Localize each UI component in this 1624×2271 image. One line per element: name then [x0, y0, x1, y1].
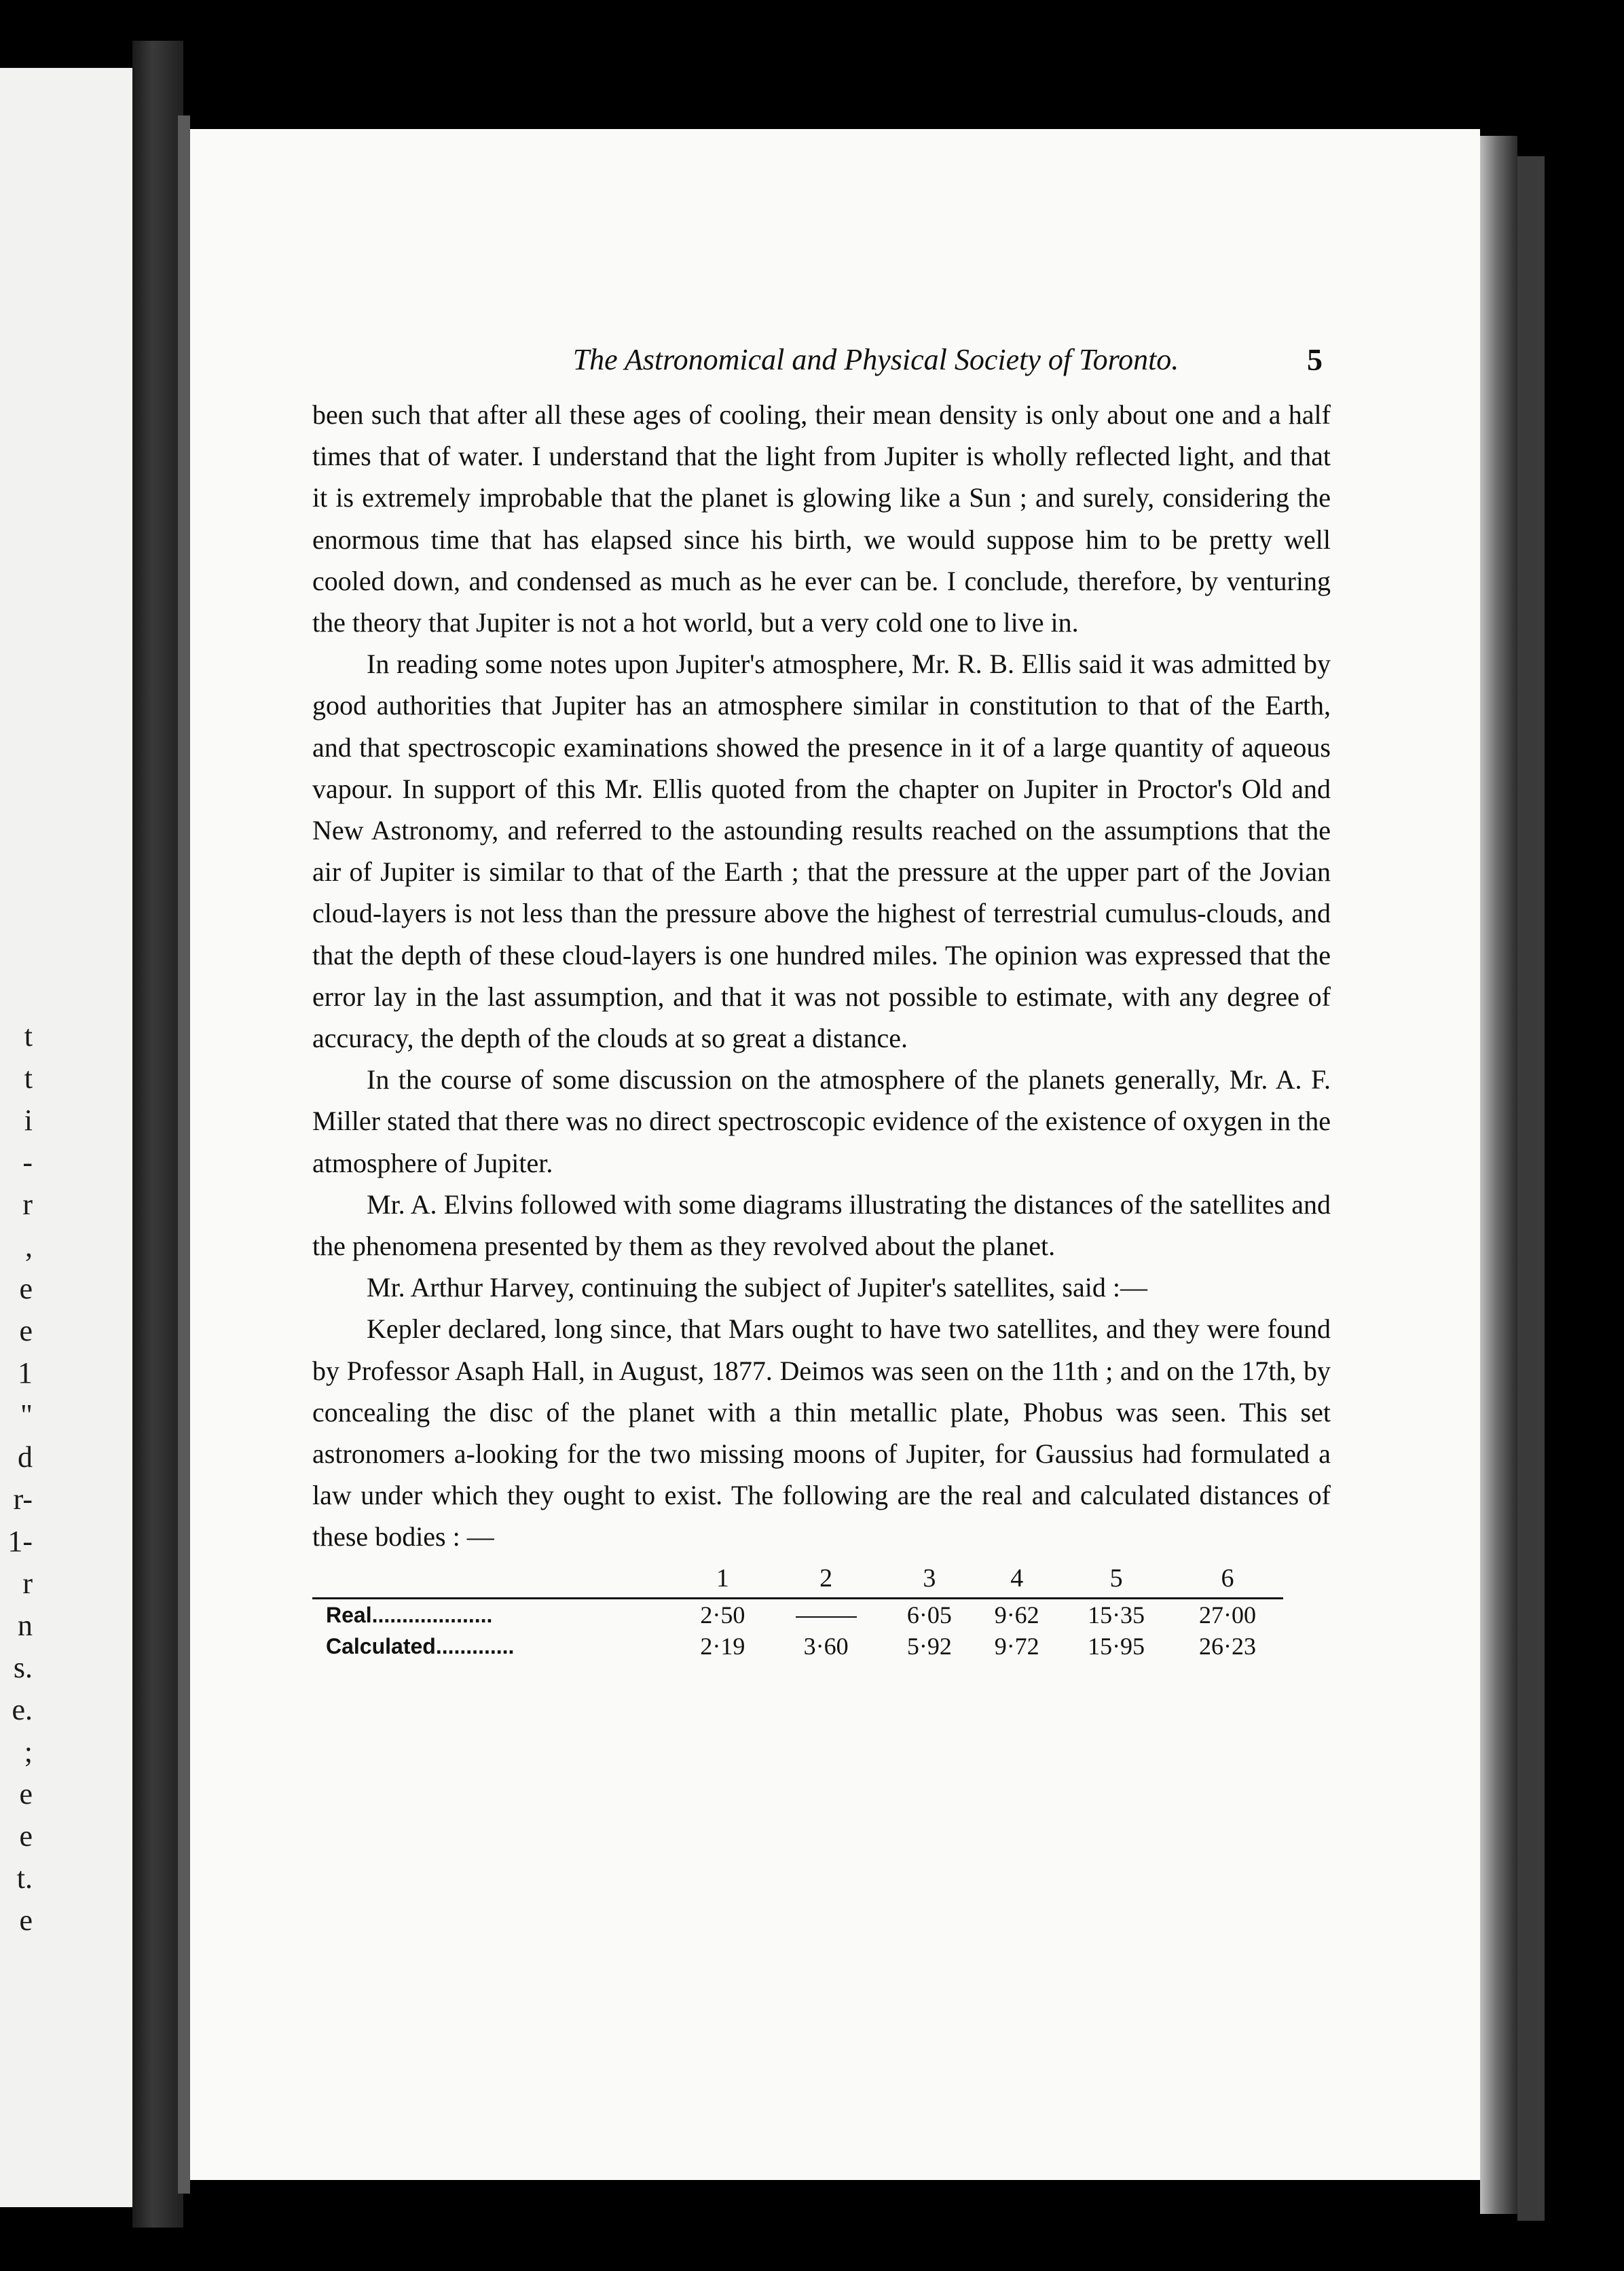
page-number: 5: [1307, 342, 1323, 377]
previous-page-letter: s.: [13, 1651, 33, 1684]
distance-table: [312, 1562, 1283, 1662]
table-cell: 2·50: [679, 1598, 767, 1631]
blank-dash: [796, 1616, 857, 1618]
page-content: [312, 326, 1331, 1662]
table-cell: 3·60: [803, 1632, 849, 1660]
row-label: Real....................: [312, 1598, 679, 1631]
table-cell: 6·05: [885, 1598, 973, 1631]
previous-page-letter: ,: [25, 1230, 33, 1263]
table-cell: 15·95: [1088, 1632, 1145, 1660]
previous-page-letter: t: [24, 1019, 33, 1053]
previous-page-letter: r: [22, 1188, 33, 1221]
running-head: [312, 326, 1331, 394]
table-cell: 5·92: [906, 1632, 952, 1660]
previous-page-letter: e: [19, 1272, 33, 1305]
row-label: Calculated.............: [326, 1633, 515, 1658]
column-header: 5: [1109, 1563, 1123, 1593]
table-cell: 26·23: [1199, 1632, 1257, 1660]
column-header: 6: [1221, 1563, 1234, 1593]
previous-page-letter: e: [19, 1819, 33, 1853]
table-row-calculated: [312, 1631, 1283, 1662]
paragraph-kepler: Kepler declared, long since, that Mars ought to have two satellites, and they were found by Professor Asaph Hall, in August, 1877. Deimos was seen on the 11th ; and on the 17th, by concealing the disc of the planet with a thin metallic plate, Phobus was seen. This set astronomers a-looking for the two missing moons of Jupiter, for Gaussius had formulated a law under which they ought to exist. The following are the real and calculated distances of these bodies : —: [312, 1313, 1331, 1552]
previous-page-letter: r-: [13, 1483, 33, 1516]
table-cell: 15·35: [1060, 1598, 1172, 1631]
previous-page-letter: t: [24, 1061, 33, 1095]
previous-page-letter: e: [19, 1314, 33, 1347]
paragraph-elvins: Mr. A. Elvins followed with some diagrams illustrating the distances of the satellites and the phenomena presented by them as they revolved about the planet.: [312, 1188, 1331, 1262]
previous-page-letter: r: [22, 1567, 33, 1600]
previous-page-letter: 1-: [7, 1525, 33, 1558]
dot-leader: ....................: [371, 1602, 493, 1627]
page-edge-shadow: [1480, 136, 1517, 2214]
column-header: 2: [819, 1563, 833, 1593]
book-page: [190, 129, 1480, 2180]
table-cell: 9·62: [973, 1598, 1060, 1631]
previous-page-letter: ": [20, 1398, 33, 1432]
book-gutter: [132, 41, 183, 2228]
table-cell: 9·72: [994, 1632, 1039, 1660]
column-header: 3: [923, 1563, 936, 1593]
previous-page-letter: -: [22, 1146, 33, 1179]
dot-leader: .............: [435, 1633, 515, 1658]
paragraph-miller: In the course of some discussion on the atmosphere of the planets generally, Mr. A. F. Miller stated that there was no direct spectroscopic evidence of the existence of oxygen in the atmosphere of Jupiter.: [312, 1064, 1331, 1178]
previous-page-fragments: [0, 68, 132, 2207]
previous-page-letter: i: [24, 1104, 33, 1137]
previous-page-letter: e: [19, 1904, 33, 1937]
previous-page-letter: e.: [12, 1693, 33, 1726]
previous-page-letter: n: [18, 1609, 33, 1642]
previous-page-letter: d: [18, 1440, 33, 1474]
paragraph-ellis: In reading some notes upon Jupiter's atmosphere, Mr. R. B. Ellis said it was admitted by good authorities that Jupiter has an atmosphere similar in constitution to that of the Earth, and that spectroscopic examinations showed the presence in it of a large quantity of aqueous vapour. In support of this Mr. Ellis quoted from the chapter on Jupiter in Proctor's Old and New Astronomy, and referred to the astounding results reached on the assumptions that the air of Jupiter is similar to that of the Earth ; that the pressure at the upper part of the Jovian cloud-layers is not less than the pressure above the highest of terrestrial cumulus-clouds, and that the depth of these cloud-layers is one hundred miles. The opinion was expressed that the error lay in the last assumption, and that it was not possible to estimate, with any degree of accuracy, the depth of the clouds at so great a distance.: [312, 649, 1331, 1054]
page-edge-stack: [1517, 156, 1545, 2221]
column-header: 4: [1010, 1563, 1024, 1593]
previous-page-letter: e: [19, 1777, 33, 1811]
previous-page-letter: ;: [24, 1735, 33, 1768]
table-cell: 2·19: [700, 1632, 745, 1660]
previous-page-letter: t.: [16, 1861, 33, 1895]
previous-page-letter: 1: [18, 1356, 33, 1389]
gutter-edge: [178, 115, 190, 2194]
table-row-real: [312, 1598, 1283, 1631]
paragraph-continuation: been such that after all these ages of cooling, their mean density is only about one and a half times that of water. I understand that the light from Jupiter is wholly reflected light, and that it is extremely improbable that the planet is glowing like a Sun ; and surely, considering the enormous time that has elapsed since his birth, we would suppose him to be pretty well cooled down, and condensed as much as he ever can be. I conclude, therefore, by venturing the theory that Jupiter is not a hot world, but a very cold one to live in.: [312, 399, 1331, 638]
table-cell: 27·00: [1172, 1598, 1283, 1631]
previous-page-sliver: [0, 68, 132, 2207]
distance-table-header: [312, 1562, 1283, 1599]
table-corner: [312, 1562, 679, 1599]
running-head-title: The Astronomical and Physical Society of Toronto.: [572, 343, 1179, 376]
table-cell-empty: [767, 1598, 886, 1631]
paragraph-harvey-intro: Mr. Arthur Harvey, continuing the subject of Jupiter's satellites, said :—: [367, 1272, 1147, 1303]
column-header: 1: [716, 1563, 729, 1593]
